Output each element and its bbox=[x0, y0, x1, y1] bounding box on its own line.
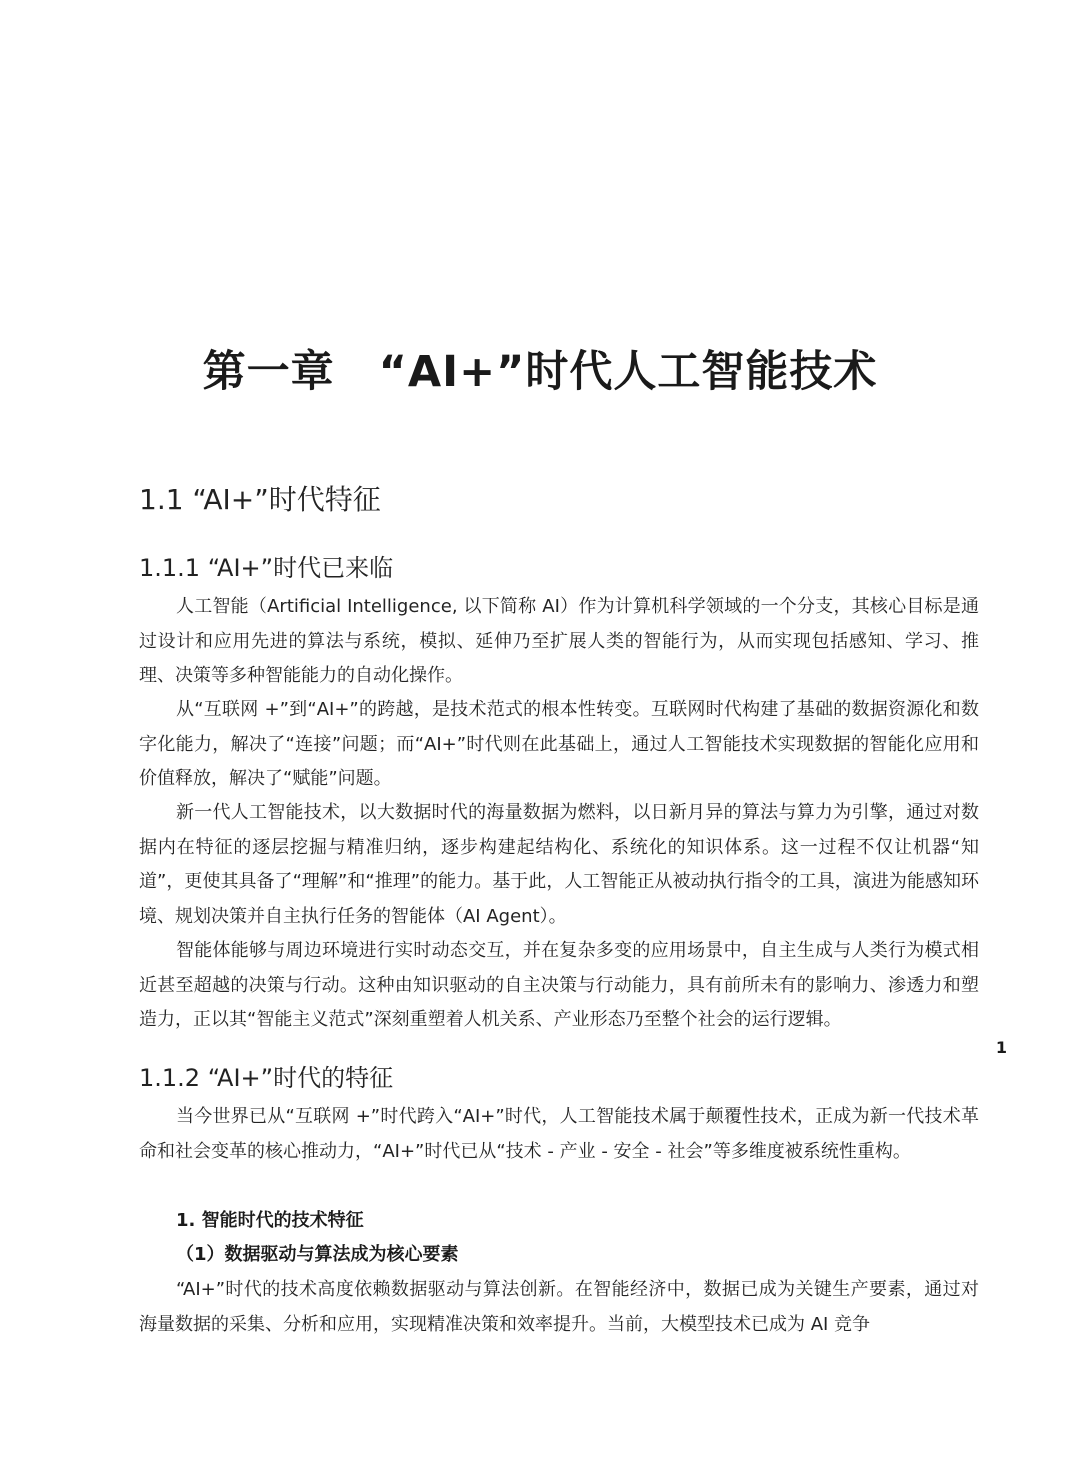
paragraph: 新一代人工智能技术，以大数据时代的海量数据为燃料，以日新月异的算法与算力为引擎，通过对数据内在特征的逐层挖掘与精准归纳，逐步构建起结构化、系统化的知识体系。这一过程不仅让机器“知道”，更使其具备了“理解”和“推理”的能力。基于此，人工智能正从被动执行指令的工具，演进为能感知环境、规划决策并自主执行任务的智能体（AI Agent）。 bbox=[139, 802, 979, 927]
section-title: 1.1 “AI+”时代特征 bbox=[139, 483, 381, 516]
page-number: 1 bbox=[995, 1038, 1007, 1057]
paragraph: 当今世界已从“互联网 +”时代跨入“AI+”时代，人工智能技术属于颠覆性技术，正成为新一代技术革命和社会变革的核心推动力，“AI+”时代已从“技术 - 产业 - 安全 - 社会”等多维度被系统性重构。 bbox=[139, 1106, 979, 1162]
paragraph: 人工智能（Artificial Intelligence, 以下简称 AI）作为计算机科学领域的一个分支，其核心目标是通过设计和应用先进的算法与系统，模拟、延伸乃至扩展人类的智能行为，从而实现包括感知、学习、推理、决策等多种智能能力的自动化操作。 bbox=[139, 596, 979, 686]
paragraph: “AI+”时代的技术高度依赖数据驱动与算法创新。在智能经济中，数据已成为关键生产要素，通过对海量数据的采集、分析和应用，实现精准决策和效率提升。当前，大模型技术已成为 AI 竞争 bbox=[139, 1279, 979, 1335]
sub-heading: （1）数据驱动与算法成为核心要素 bbox=[176, 1244, 459, 1265]
subsection-title-1-1-1: 1.1.1 “AI+”时代已来临 bbox=[139, 554, 394, 582]
chapter-title: 第一章 “AI+”时代人工智能技术 bbox=[202, 347, 878, 397]
subsection-title-1-1-2: 1.1.2 “AI+”时代的特征 bbox=[139, 1064, 394, 1092]
numbered-heading: 1. 智能时代的技术特征 bbox=[176, 1210, 364, 1231]
paragraph: 从“互联网 +”到“AI+”的跨越，是技术范式的根本性转变。互联网时代构建了基础的数据资源化和数字化能力，解决了“连接”问题；而“AI+”时代则在此基础上，通过人工智能技术实现数据的智能化应用和价值释放，解决了“赋能”问题。 bbox=[139, 699, 979, 789]
paragraph: 智能体能够与周边环境进行实时动态交互，并在复杂多变的应用场景中，自主生成与人类行为模式相近甚至超越的决策与行动。这种由知识驱动的自主决策与行动能力，具有前所未有的影响力、渗透力和塑造力，正以其“智能主义范式”深刻重塑着人机关系、产业形态乃至整个社会的运行逻辑。 bbox=[139, 940, 979, 1030]
